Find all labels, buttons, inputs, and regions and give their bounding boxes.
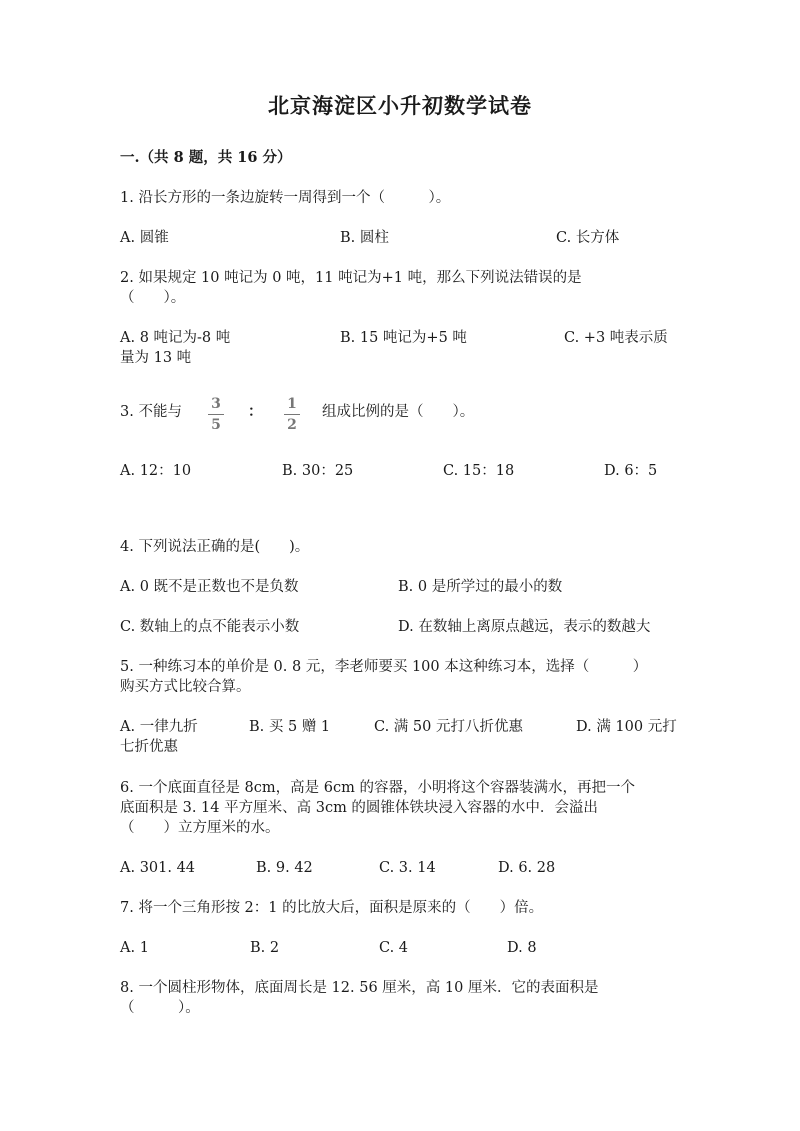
question-5-option-b: B. 买 5 赠 1 bbox=[249, 719, 331, 735]
question-5-option-a: A. 一律九折 bbox=[120, 719, 198, 735]
question-2-stem-line-2: （ ）。 bbox=[120, 290, 186, 306]
fraction-bar bbox=[208, 414, 224, 415]
question-2-option-a: A. 8 吨记为-8 吨 bbox=[120, 330, 231, 346]
question-7-option-b: B. 2 bbox=[250, 940, 280, 956]
fraction-numerator: 1 bbox=[287, 396, 297, 412]
fraction-one-half bbox=[282, 396, 302, 433]
question-6-option-b: B. 9. 42 bbox=[256, 860, 313, 876]
question-7-option-c: C. 4 bbox=[379, 940, 409, 956]
fraction-denominator: 2 bbox=[287, 417, 297, 433]
question-6-option-d: D. 6. 28 bbox=[498, 860, 556, 876]
question-5-stem-line-1: 5. 一种练习本的单价是 0. 8 元，李老师要买 100 本这种练习本，选择（ ） bbox=[120, 659, 648, 675]
question-3-option-b: B. 30：25 bbox=[282, 463, 354, 479]
question-5-option-d-continued: 七折优惠 bbox=[120, 739, 178, 755]
question-6-stem-line-3: （ ）立方厘米的水。 bbox=[120, 820, 280, 836]
question-3-stem-suffix: 组成比例的是（ ）。 bbox=[322, 404, 475, 420]
ratio-colon: ： bbox=[248, 403, 263, 420]
question-7-option-d: D. 8 bbox=[507, 940, 537, 956]
question-5-stem-line-2: 购买方式比较合算。 bbox=[120, 679, 251, 695]
question-1-option-c: C. 长方体 bbox=[556, 230, 620, 246]
question-8-stem-line-2: （ ）。 bbox=[120, 1000, 200, 1016]
question-4-option-b: B. 0 是所学过的最小的数 bbox=[398, 579, 563, 595]
section-heading: 一.（共 8 题，共 16 分） bbox=[120, 149, 292, 166]
exam-title: 北京海淀区小升初数学试卷 bbox=[268, 93, 532, 118]
question-5-option-c: C. 满 50 元打八折优惠 bbox=[374, 719, 523, 735]
question-3-option-d: D. 6：5 bbox=[604, 463, 658, 479]
question-2-stem-line-1: 2. 如果规定 10 吨记为 0 吨，11 吨记为+1 吨，那么下列说法错误的是 bbox=[120, 270, 582, 286]
question-7-option-a: A. 1 bbox=[120, 940, 149, 956]
question-1-option-a: A. 圆锥 bbox=[120, 230, 169, 246]
question-2-option-c-continued: 量为 13 吨 bbox=[120, 350, 192, 366]
question-5-option-d: D. 满 100 元打 bbox=[576, 719, 677, 735]
question-6-option-a: A. 301. 44 bbox=[120, 860, 196, 876]
question-4-option-a: A. 0 既不是正数也不是负数 bbox=[120, 579, 299, 595]
fraction-denominator: 5 bbox=[211, 417, 221, 433]
question-4-option-c: C. 数轴上的点不能表示小数 bbox=[120, 619, 300, 635]
question-6-option-c: C. 3. 14 bbox=[379, 860, 436, 876]
question-1-option-b: B. 圆柱 bbox=[340, 230, 389, 246]
question-1-stem: 1. 沿长方形的一条边旋转一周得到一个（ ）。 bbox=[120, 190, 451, 206]
question-4-stem: 4. 下列说法正确的是( )。 bbox=[120, 539, 310, 555]
question-2-option-b: B. 15 吨记为+5 吨 bbox=[340, 330, 467, 346]
question-7-stem: 7. 将一个三角形按 2：1 的比放大后，面积是原来的（ ）倍。 bbox=[120, 900, 544, 916]
fraction-numerator: 3 bbox=[211, 396, 221, 412]
question-3-stem-prefix: 3. 不能与 bbox=[120, 404, 182, 420]
question-8-stem-line-1: 8. 一个圆柱形物体，底面周长是 12. 56 厘米，高 10 厘米．它的表面积是 bbox=[120, 980, 599, 996]
question-6-stem-line-1: 6. 一个底面直径是 8cm，高是 6cm 的容器，小明将这个容器装满水，再把一个 bbox=[120, 780, 635, 796]
question-3-option-c: C. 15：18 bbox=[443, 463, 515, 479]
question-3-option-a: A. 12：10 bbox=[120, 463, 192, 479]
question-4-option-d: D. 在数轴上离原点越远，表示的数越大 bbox=[398, 619, 651, 635]
fraction-three-fifths bbox=[206, 396, 226, 433]
fraction-bar bbox=[284, 414, 300, 415]
question-2-option-c: C. +3 吨表示质 bbox=[564, 330, 668, 346]
question-6-stem-line-2: 底面积是 3. 14 平方厘米、高 3cm 的圆锥体铁块浸入容器的水中．会溢出 bbox=[120, 800, 598, 816]
